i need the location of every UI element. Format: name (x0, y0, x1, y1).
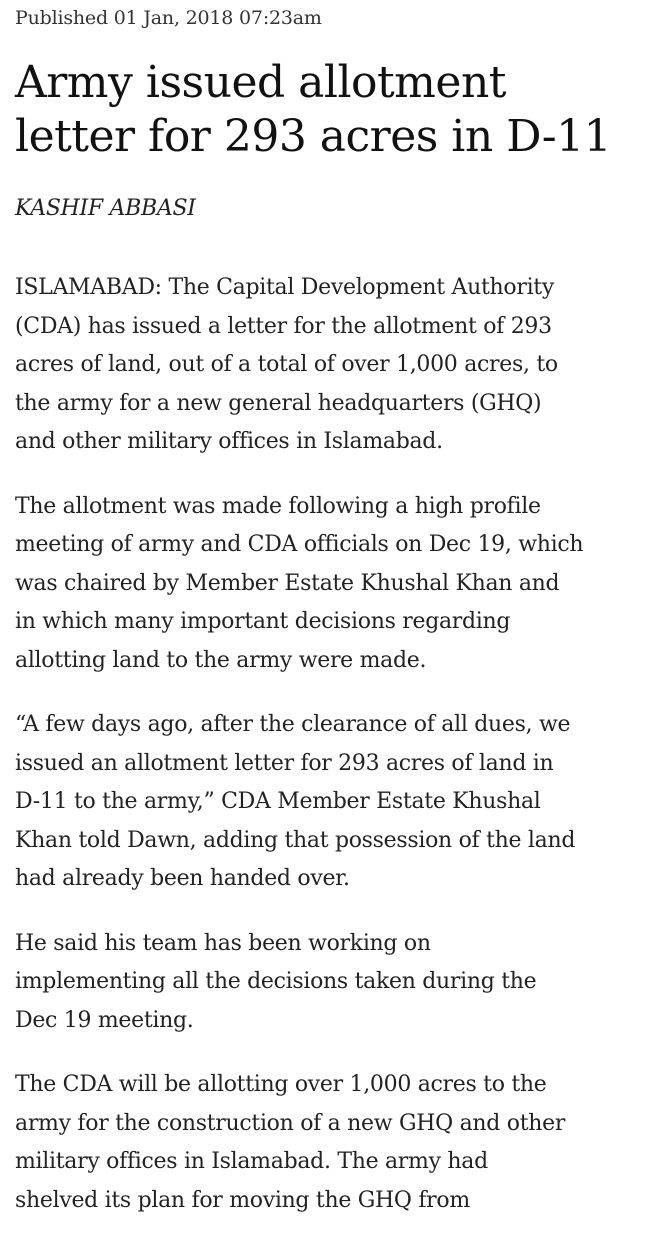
paragraph-line: in which many important decisions regarding (15, 609, 511, 634)
paragraph-line: “A few days ago, after the clearance of all dues, we (15, 712, 571, 737)
paragraph (15, 925, 647, 1041)
paragraph-line: was chaired by Member Estate Khushal Khan and (15, 570, 560, 596)
paragraph-line: (CDA) has issued a letter for the allotment of 293 (15, 313, 552, 339)
paragraph-line: D-11 to the army,” CDA Member Estate Khushal (15, 789, 541, 814)
paragraph-line: acres of land, out of a total of over 1,000 acres, to (15, 352, 558, 377)
paragraph-line: implementing all the decisions taken during the (15, 969, 537, 994)
article-body (15, 269, 647, 1246)
paragraph (15, 706, 647, 899)
headline-line: Army issued allotment (15, 57, 506, 108)
author-byline[interactable]: KASHIF ABBASI (15, 196, 196, 221)
paragraph-line: and other military offices in Islamabad. (15, 429, 443, 454)
paragraph-line: The allotment was made following a high profile (15, 493, 541, 519)
paragraph-line: Dec 19 meeting. (15, 1007, 194, 1033)
paragraph-line: military offices in Islamabad. The army had (15, 1149, 488, 1174)
headline (15, 56, 611, 164)
paragraph-line: He said his team has been working on (15, 930, 431, 956)
paragraph-line: had already been handed over. (15, 866, 350, 891)
headline-line: letter for 293 acres in D-11 (15, 111, 612, 162)
paragraph-line: meeting of army and CDA officials on Dec 19, which (15, 532, 584, 557)
paragraph-line: shelved its plan for moving the GHQ from (15, 1187, 470, 1213)
paragraph (15, 269, 647, 462)
paragraph (15, 488, 647, 681)
paragraph-line: The CDA will be allotting over 1,000 acres to the (15, 1072, 547, 1097)
paragraph (15, 1066, 647, 1220)
paragraph-line: ISLAMABAD: The Capital Development Authority (15, 275, 554, 300)
paragraph-line: army for the construction of a new GHQ and other (15, 1110, 566, 1136)
paragraph-line: Khan told Dawn, adding that possession of the land (15, 827, 576, 853)
paragraph-line: allotting land to the army were made. (15, 647, 427, 673)
publish-date: Published 01 Jan, 2018 07:23am (15, 7, 322, 29)
paragraph-line: the army for a new general headquarters (GHQ) (15, 390, 542, 416)
paragraph-line: issued an allotment letter for 293 acres of land in (15, 750, 554, 776)
